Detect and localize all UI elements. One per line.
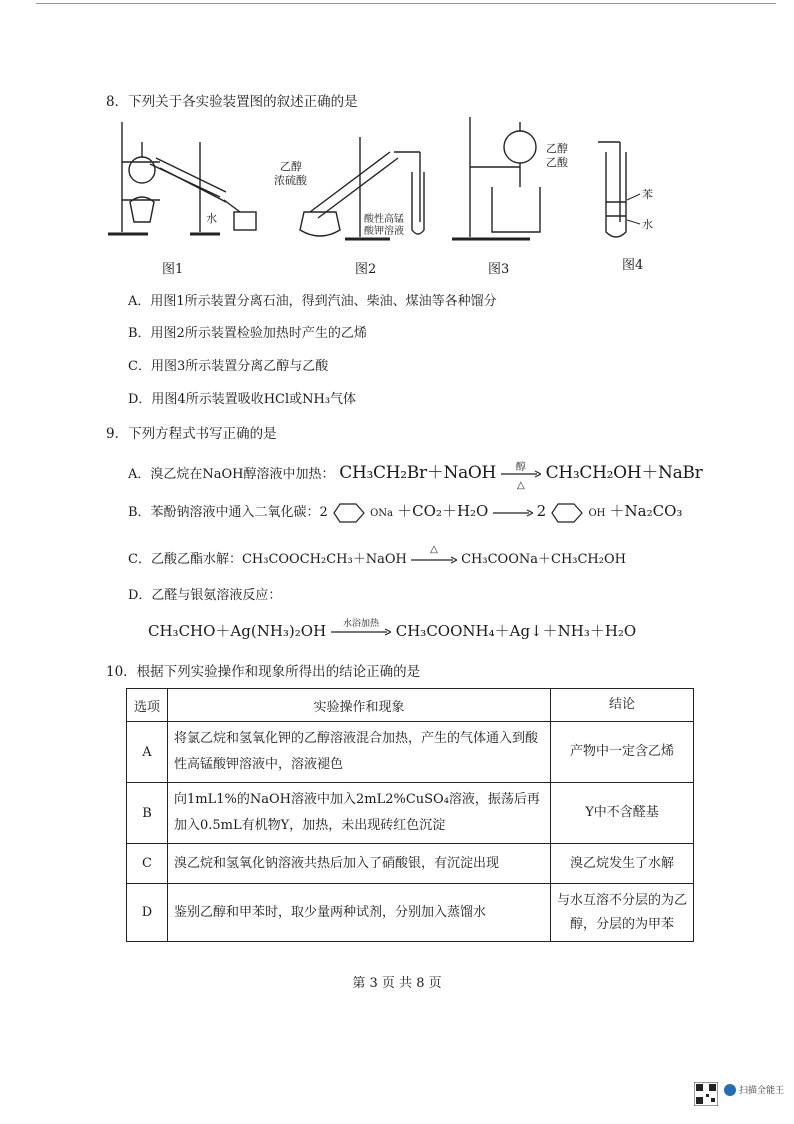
table-row [127,844,694,884]
q9-b-mid: ＋CO₂＋H₂O [397,502,489,520]
q9-option-b [128,500,682,524]
q9-a-right: CH₃CH₂OH＋NaBr [545,463,703,483]
q9-option-c [128,543,626,567]
fig1-water-label: 水 [206,212,217,225]
row-b-conclusion: Y中不含醛基 [551,783,694,844]
q9-c-arrow [411,543,457,564]
q9-b-arrow [493,509,533,517]
reaction-arrow-icon [411,556,457,564]
q9-b-end: ＋Na₂CO₃ [609,502,683,520]
q9-c-condition-above: △ [430,543,438,555]
fig2-kmno4-label-1: 酸性高锰 [364,214,404,225]
fig3-acid-label: 乙酸 [546,156,568,169]
q8-option-d: D．用图4所示装置吸收HCl或NH₃气体 [128,392,357,407]
fig2-acid-label: 浓硫酸 [274,174,307,187]
q8-option-a: A．用图1所示装置分离石油，得到汽油、柴油、煤油等各种馏分 [128,294,497,309]
table-row [127,884,694,942]
table-row [127,783,694,844]
scanner-logo-icon [724,1084,736,1096]
scanner-name: 扫描全能王 [739,1086,785,1096]
q9-b-label: B．苯酚钠溶液中通入二氧化碳：2 [128,505,328,520]
q9-d-left: CH₃CHO＋Ag(NH₃)₂OH [148,622,327,640]
row-a-operation: 将氯乙烷和氢氧化钾的乙醇溶液混合加热，产生的气体通入到酸性高锰酸钾溶液中，溶液褪色 [168,722,551,783]
q9-a-left: CH₃CH₂Br＋NaOH [339,463,497,483]
scanner-watermark [694,1080,784,1110]
fig4-benzene-label: 苯 [642,188,653,201]
q9-d-condition-above: 水浴加热 [342,619,379,629]
q9-a-label: A．溴乙烷在NaOH醇溶液中加热： [128,467,335,482]
q8-option-c: C．用图3所示装置分离乙醇与乙酸 [128,359,329,374]
q8-stem: 8．下列关于各实验装置图的叙述正确的是 [106,94,358,110]
q9-stem: 9．下列方程式书写正确的是 [106,426,277,442]
table-row [127,722,694,783]
row-c-conclusion: 溴乙烷发生了水解 [551,844,694,884]
q9-d-label: D．乙醛与银氨溶液反应： [128,588,282,603]
q9-b-oh: OH [588,508,606,519]
fig1-caption: 图1 [162,262,184,277]
row-d-conclusion: 与水互溶不分层的为乙醇，分层的为甲苯 [551,884,694,942]
row-a-key: A [127,722,168,783]
q10-table [126,688,694,942]
q9-c-label: C．乙酸乙酯水解：CH₃COOCH₂CH₃＋NaOH [128,552,407,567]
q9-option-d [148,620,636,641]
q9-d-arrow [331,619,391,636]
fig4-caption: 图4 [622,258,644,273]
benzene-ring-icon [332,502,366,524]
page-footer: 第 3 页 共 8 页 [352,976,442,991]
q9-option-a [128,458,703,491]
q9-a-arrow [501,462,541,491]
q9-a-condition-above: 醇 [515,462,526,473]
q9-b-ona: ONa [370,508,394,519]
q9-c-right: CH₃COONa＋CH₃CH₂OH [461,552,626,567]
q9-a-condition-below: △ [517,480,525,491]
header-operation: 实验操作和现象 [168,689,551,722]
fig3-caption: 图3 [488,262,510,277]
qr-code-icon [694,1082,718,1106]
apparatus-illustrations [100,112,660,282]
fig4-water-label: 水 [642,218,653,231]
row-c-operation: 溴乙烷和氢氧化钠溶液共热后加入了硝酸银，有沉淀出现 [168,844,551,884]
row-d-key: D [127,884,168,942]
row-d-operation: 鉴别乙醇和甲苯时，取少量两种试剂，分别加入蒸馏水 [168,884,551,942]
reaction-arrow-icon [493,509,533,517]
row-b-operation: 向1mL1%的NaOH溶液中加入2mL2%CuSO₄溶液，振荡后再加入0.5mL有机物Y，加热，未出现砖红色沉淀 [168,783,551,844]
row-b-key: B [127,783,168,844]
header-option: 选项 [127,689,168,722]
row-c-key: C [127,844,168,884]
q8-figures [100,112,660,282]
q10-stem: 10．根据下列实验操作和现象所得出的结论正确的是 [106,664,421,680]
fig2-caption: 图2 [355,262,377,277]
header-conclusion: 结论 [551,689,694,722]
top-border-line [36,3,776,4]
benzene-ring-icon [550,502,584,524]
q8-option-b: B．用图2所示装置检验加热时产生的乙烯 [128,326,367,341]
q9-b-coef: 2 [536,502,547,520]
q9-d-right: CH₃COONH₄＋Ag↓＋NH₃＋H₂O [395,622,637,640]
fig2-kmno4-label-2: 酸钾溶液 [364,226,404,237]
row-a-conclusion: 产物中一定含乙烯 [551,722,694,783]
table-header-row [127,689,694,722]
fig2-ethanol-label: 乙醇 [280,160,302,173]
fig3-ethanol-label: 乙醇 [546,142,568,155]
reaction-arrow-icon [331,628,391,636]
